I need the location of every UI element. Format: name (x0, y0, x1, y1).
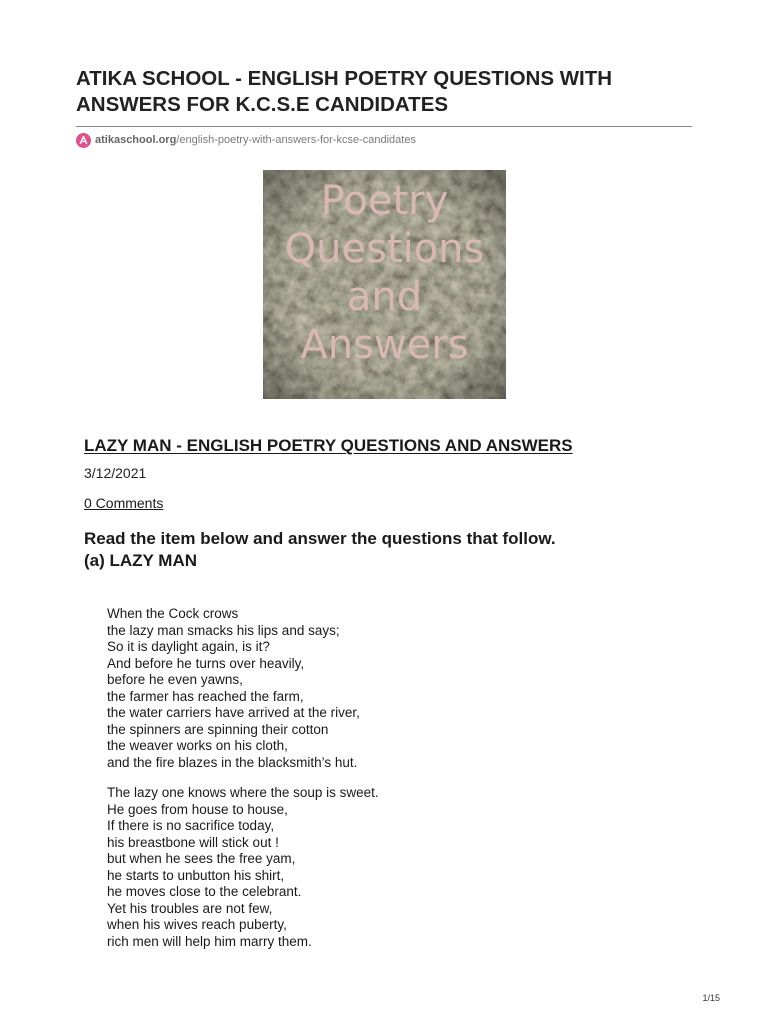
hero-line: Poetry (320, 178, 449, 224)
source-domain: atikaschool.org (95, 134, 177, 146)
poem-line: he starts to unbutton his shirt, (107, 867, 285, 883)
post-title-link[interactable]: LAZY MAN - ENGLISH POETRY QUESTIONS AND ANSWERS (84, 436, 573, 455)
source-path: /english-poetry-with-answers-for-kcse-candidates (176, 134, 416, 146)
poem-line: And before he turns over heavily, (107, 655, 305, 671)
poem-line: and the fire blazes in the blacksmith’s hut. (107, 754, 358, 770)
poem-line: the farmer has reached the farm, (107, 688, 304, 704)
poem-line: the weaver works on his cloth, (107, 738, 288, 753)
title-divider (76, 126, 692, 127)
poem-line: the lazy man smacks his lips and says; (107, 622, 340, 638)
poem-line: his breastbone will stick out ! (107, 834, 279, 850)
poem-line: he moves close to the celebrant. (107, 884, 302, 899)
question-instruction (84, 528, 556, 572)
instruction-text: Read the item below and answer the questions that follow. (84, 529, 556, 548)
poem-line: before he even yawns, (107, 672, 243, 687)
page-number: 1/15 (702, 993, 720, 1003)
atika-logo-icon (76, 133, 91, 148)
poem-line: When the Cock crows (107, 606, 239, 621)
document-title: ATIKA SCHOOL - ENGLISH POETRY QUESTIONS WITH ANSWERS FOR K.C.S.E CANDIDATES (76, 67, 613, 116)
comments-link[interactable]: 0 Comments (84, 495, 164, 511)
hero-caption (263, 177, 506, 369)
poem-line: If there is no sacrifice today, (107, 818, 275, 833)
poetry-hero-image (263, 170, 506, 399)
poem-line: So it is daylight again, is it? (107, 639, 270, 654)
poem-line: but when he sees the free yam, (107, 851, 296, 866)
poem-line: He goes from house to house, (107, 801, 288, 817)
poem-line: the spinners are spinning their cotton (107, 721, 329, 737)
hero-line: Answers (300, 322, 469, 368)
poem-line: rich men will help him marry them. (107, 933, 312, 949)
poem-line: Yet his troubles are not few, (107, 900, 273, 916)
hero-line: and (346, 274, 423, 320)
source-url[interactable] (76, 132, 416, 148)
hero-line: Questions (284, 226, 485, 272)
poem-line: the water carriers have arrived at the river, (107, 705, 360, 720)
poem-heading: (a) LAZY MAN (84, 551, 198, 570)
poem-stanza-2 (107, 785, 379, 950)
post-date: 3/12/2021 (84, 465, 147, 481)
poem-stanza-1 (107, 606, 360, 771)
poem-line: when his wives reach puberty, (107, 917, 287, 932)
poem-line: The lazy one knows where the soup is sweet. (107, 785, 379, 800)
